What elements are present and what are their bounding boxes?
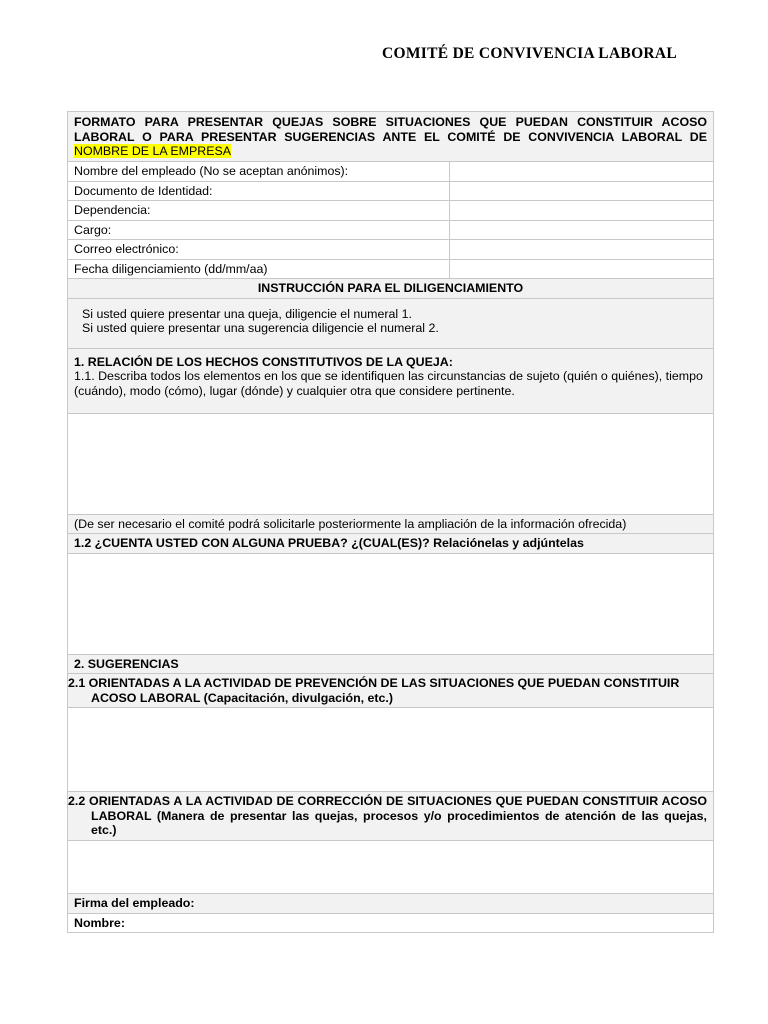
instructions-body bbox=[68, 298, 714, 348]
section1-note: (De ser necesario el comité podrá solicitarle posteriormente la ampliación de la información ofrecida) bbox=[68, 514, 714, 534]
question-2-1-answer-area[interactable] bbox=[68, 708, 714, 792]
field-label-fecha: Fecha diligenciamiento (dd/mm/aa) bbox=[68, 259, 450, 279]
field-input-dependencia[interactable] bbox=[450, 201, 714, 221]
instruction-line-2: Si usted quiere presentar una sugerencia diligencie el numeral 2. bbox=[82, 321, 439, 335]
complaint-form bbox=[67, 111, 714, 933]
field-input-cargo[interactable] bbox=[450, 220, 714, 240]
field-label-dependencia: Dependencia: bbox=[68, 201, 450, 221]
field-input-documento[interactable] bbox=[450, 181, 714, 201]
field-input-fecha[interactable] bbox=[450, 259, 714, 279]
company-name-highlight: NOMBRE DE LA EMPRESA bbox=[74, 144, 231, 158]
signature-label: Firma del empleado: bbox=[68, 894, 714, 914]
name-label: Nombre: bbox=[68, 913, 714, 933]
section1-header bbox=[68, 348, 714, 413]
instructions-title: INSTRUCCIÓN PARA EL DILIGENCIAMIENTO bbox=[68, 279, 714, 299]
section1-answer-area[interactable] bbox=[68, 413, 714, 514]
field-label-nombre: Nombre del empleado (No se aceptan anónimos): bbox=[68, 162, 450, 182]
form-header bbox=[68, 112, 714, 162]
question-2-1: 2.1 ORIENTADAS A LA ACTIVIDAD DE PREVENCIÓN DE LAS SITUACIONES QUE PUEDAN CONSTITUIR ACOSO LABORAL (Capacitación, divulgación, etc.) bbox=[68, 674, 714, 708]
section1-title: 1. RELACIÓN DE LOS HECHOS CONSTITUTIVOS DE LA QUEJA: bbox=[74, 354, 453, 369]
field-input-nombre[interactable] bbox=[450, 162, 714, 182]
section2-title: 2. SUGERENCIAS bbox=[68, 654, 714, 674]
field-input-correo[interactable] bbox=[450, 240, 714, 260]
field-label-correo: Correo electrónico: bbox=[68, 240, 450, 260]
section1-description: 1.1. Describa todos los elementos en los que se identifiquen las circunstancias de sujeto (quién o quiénes), tiempo (cuándo), modo (cómo), lugar (dónde) y cualquier otra que considere pertinente. bbox=[74, 369, 703, 398]
question-2-2-answer-area[interactable] bbox=[68, 841, 714, 894]
field-label-documento: Documento de Identidad: bbox=[68, 181, 450, 201]
question-1-2: 1.2 ¿CUENTA USTED CON ALGUNA PRUEBA? ¿(CUAL(ES)? Relaciónelas y adjúntelas bbox=[68, 534, 714, 554]
instruction-line-1: Si usted quiere presentar una queja, diligencie el numeral 1. bbox=[82, 306, 412, 321]
question-1-2-answer-area[interactable] bbox=[68, 553, 714, 654]
page-title: COMITÉ DE CONVIVENCIA LABORAL bbox=[382, 45, 678, 62]
field-label-cargo: Cargo: bbox=[68, 220, 450, 240]
question-2-2: 2.2 ORIENTADAS A LA ACTIVIDAD DE CORRECCIÓN DE SITUACIONES QUE PUEDAN CONSTITUIR ACOSO LABORAL (Manera de presentar las quejas, procesos y/o procedimientos de atención de las quejas, etc.) bbox=[68, 792, 714, 841]
form-header-text: FORMATO PARA PRESENTAR QUEJAS SOBRE SITUACIONES QUE PUEDAN CONSTITUIR ACOSO LABORAL O PARA PRESENTAR SUGERENCIAS ANTE EL COMITÉ DE CONVIVENCIA LABORAL DE bbox=[74, 115, 707, 144]
